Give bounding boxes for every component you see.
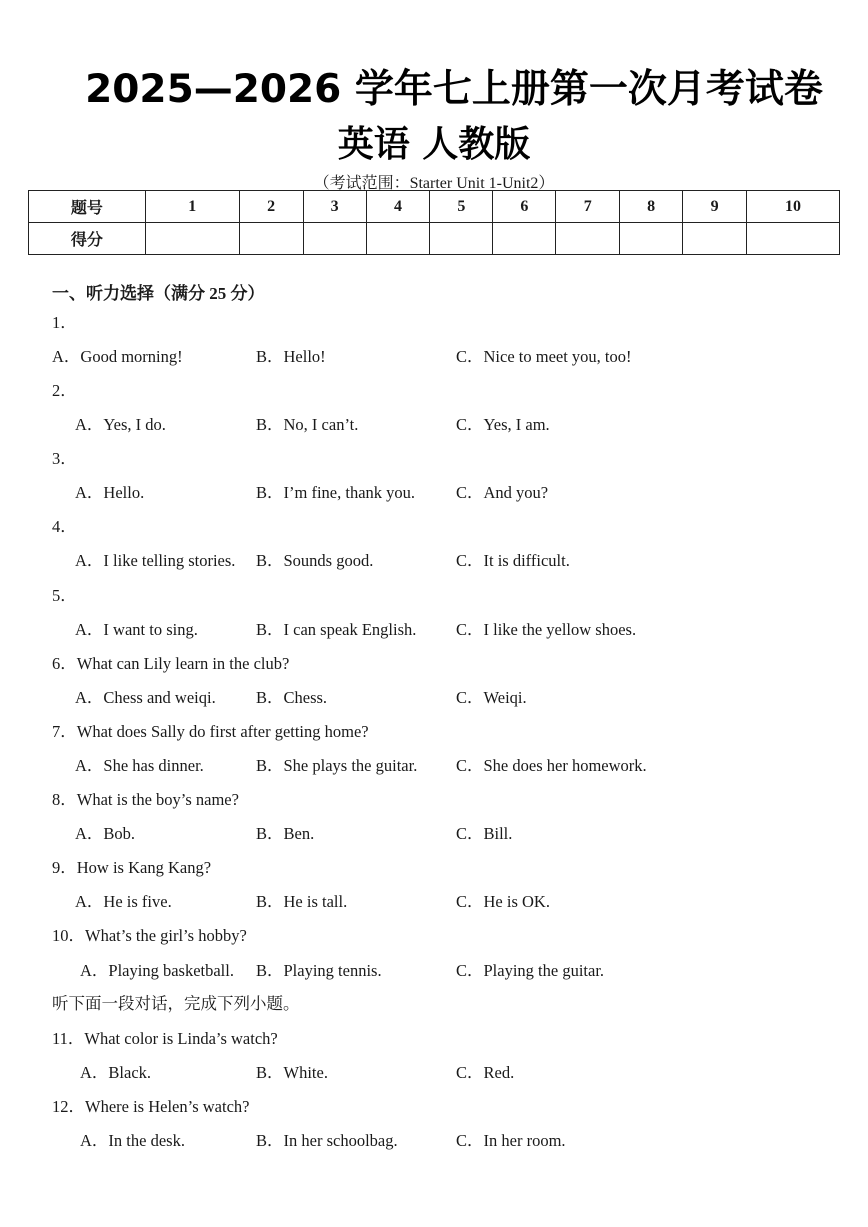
question-text: What color is Linda’s watch? — [84, 1029, 278, 1048]
question-1 — [52, 309, 77, 333]
question-10 — [52, 922, 247, 946]
question-8 — [52, 786, 239, 810]
option-c: C．Yes, I am. — [456, 415, 550, 434]
score-column-9: 9 — [683, 191, 747, 223]
question-number: 2． — [52, 381, 77, 400]
question-number-label: 题号 — [29, 191, 146, 223]
question-text: Where is Helen’s watch? — [85, 1097, 250, 1116]
option-a: A．She has dinner. — [75, 756, 204, 775]
option-c: C．Playing the guitar. — [456, 961, 605, 980]
score-column-7: 7 — [556, 191, 620, 223]
score-column-8: 8 — [620, 191, 683, 223]
question-7 — [52, 718, 369, 742]
question-number: 9． — [52, 858, 77, 877]
option-a: A．Chess and weiqi. — [75, 688, 216, 707]
exam-scope: （考试范围：Starter Unit 1-Unit2） — [313, 175, 555, 192]
option-b: B．In her schoolbag. — [256, 1131, 398, 1150]
option-a: A．I like telling stories. — [75, 551, 236, 570]
option-a: A．Playing basketball. — [80, 961, 234, 980]
score-table-score-row — [29, 223, 840, 255]
score-label: 得分 — [29, 223, 146, 255]
score-column-4: 4 — [366, 191, 430, 223]
option-c: C．She does her homework. — [456, 756, 647, 775]
score-cell[interactable] — [747, 223, 840, 255]
question-number: 5． — [52, 586, 77, 605]
option-b: B．Hello! — [256, 347, 326, 366]
option-c: C．It is difficult. — [456, 551, 570, 570]
option-c: C．He is OK. — [456, 892, 550, 911]
question-number: 8． — [52, 790, 77, 809]
score-cell[interactable] — [303, 223, 366, 255]
option-c: C．Red. — [456, 1063, 515, 1082]
option-b: B．She plays the guitar. — [256, 756, 418, 775]
section-title: 一、听力选择（满分 25 分） — [52, 284, 265, 303]
option-a: A．Black. — [80, 1063, 152, 1082]
score-column-2: 2 — [239, 191, 303, 223]
option-c: C．Weiqi. — [456, 688, 527, 707]
option-a: A．Good morning! — [52, 347, 183, 366]
option-a: A．Yes, I do. — [75, 415, 166, 434]
question-2 — [52, 377, 77, 401]
question-number: 4． — [52, 517, 77, 536]
option-b: B．I’m fine, thank you. — [256, 483, 416, 502]
option-a: A．In the desk. — [80, 1131, 185, 1150]
question-5 — [52, 582, 77, 606]
exam-subtitle: 英语 人教版 — [337, 124, 531, 165]
score-cell[interactable] — [683, 223, 747, 255]
question-number: 6． — [52, 654, 77, 673]
option-c: C．And you? — [456, 483, 549, 502]
score-cell[interactable] — [145, 223, 239, 255]
score-cell[interactable] — [239, 223, 303, 255]
score-cell[interactable] — [620, 223, 683, 255]
option-a: A．Hello. — [75, 483, 145, 502]
option-c: C．Bill. — [456, 824, 513, 843]
option-a: A．Bob. — [75, 824, 136, 843]
question-6 — [52, 650, 289, 674]
score-column-3: 3 — [303, 191, 366, 223]
score-column-5: 5 — [430, 191, 493, 223]
option-b: B．Chess. — [256, 688, 328, 707]
question-text: What can Lily learn in the club? — [76, 654, 290, 673]
score-cell[interactable] — [556, 223, 620, 255]
option-b: B．I can speak English. — [256, 620, 417, 639]
question-number: 10． — [52, 926, 85, 945]
question-text: What’s the girl’s hobby? — [85, 926, 247, 945]
score-column-10: 10 — [747, 191, 840, 223]
question-4 — [52, 513, 77, 537]
question-11 — [52, 1025, 278, 1049]
question-9 — [52, 854, 211, 878]
option-c: C．I like the yellow shoes. — [456, 620, 637, 639]
question-number: 12． — [52, 1097, 85, 1116]
score-table-header-row — [29, 191, 840, 223]
question-number: 11． — [52, 1029, 85, 1048]
score-cell[interactable] — [430, 223, 493, 255]
option-b: B．No, I can’t. — [256, 415, 359, 434]
option-a: A．He is five. — [75, 892, 172, 911]
question-text: What does Sally do first after getting home? — [76, 722, 369, 741]
score-table — [28, 190, 840, 255]
question-number: 1． — [52, 313, 77, 332]
option-a: A．I want to sing. — [75, 620, 198, 639]
option-b: B．Ben. — [256, 824, 315, 843]
option-b: B．He is tall. — [256, 892, 348, 911]
score-column-6: 6 — [493, 191, 556, 223]
exam-title: 2025—2026 学年七上册第一次月考试卷 — [85, 67, 823, 112]
question-number: 3． — [52, 449, 77, 468]
question-text: How is Kang Kang? — [76, 858, 212, 877]
option-c: C．Nice to meet you, too! — [456, 347, 632, 366]
question-12 — [52, 1093, 249, 1117]
question-3 — [52, 445, 77, 469]
option-c: C．In her room. — [456, 1131, 566, 1150]
question-number: 7． — [52, 722, 77, 741]
score-cell[interactable] — [366, 223, 430, 255]
score-column-1: 1 — [145, 191, 239, 223]
option-b: B．White. — [256, 1063, 328, 1082]
score-cell[interactable] — [493, 223, 556, 255]
option-b: B．Sounds good. — [256, 551, 374, 570]
question-text: What is the boy’s name? — [76, 790, 239, 809]
option-b: B．Playing tennis. — [256, 961, 382, 980]
dialogue-instruction: 听下面一段对话，完成下列小题。 — [52, 994, 300, 1013]
